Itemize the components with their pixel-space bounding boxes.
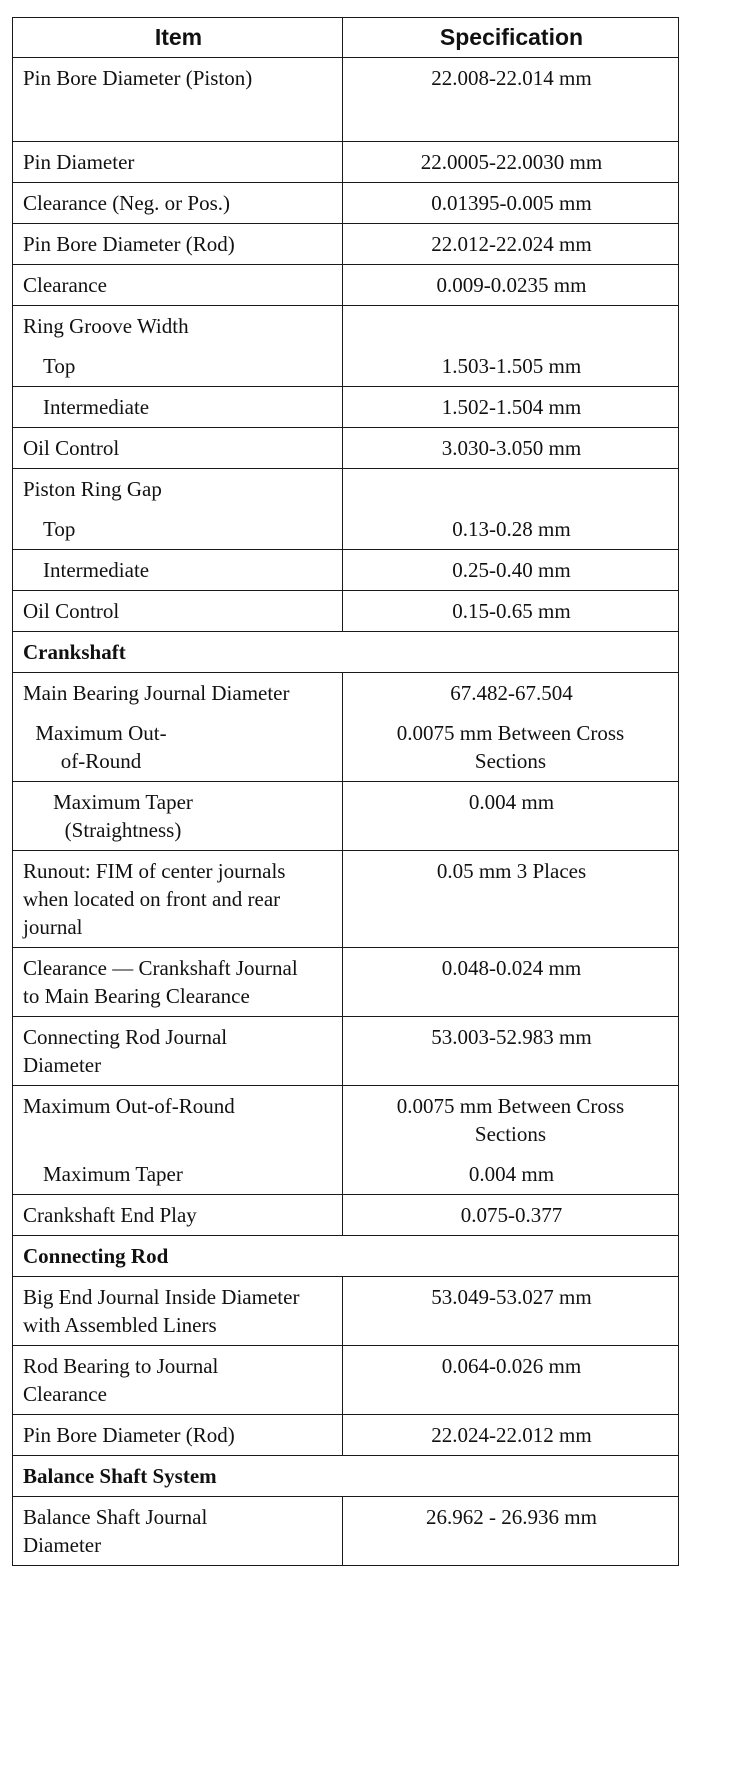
spec-cell: 0.13-0.28 mm <box>343 509 679 550</box>
table-row <box>13 58 679 142</box>
table-row <box>13 469 679 510</box>
item-cell: Clearance (Neg. or Pos.) <box>13 183 343 224</box>
table-row <box>13 550 679 591</box>
spec-cell: 0.004 mm <box>343 1154 679 1195</box>
table-row <box>13 1277 679 1346</box>
table-row <box>13 1086 679 1155</box>
spec-cell: 1.503-1.505 mm <box>343 346 679 387</box>
header-item: Item <box>13 18 343 58</box>
item-text: Maximum Out-of-Round <box>35 721 167 773</box>
spec-cell: 0.15-0.65 mm <box>343 591 679 632</box>
item-cell: Oil Control <box>13 428 343 469</box>
item-cell: Maximum Out-of-Round <box>13 1086 343 1155</box>
item-cell <box>13 782 343 851</box>
spec-cell: 0.048-0.024 mm <box>343 948 679 1017</box>
spec-cell: 0.064-0.026 mm <box>343 1346 679 1415</box>
table-row <box>13 1154 679 1195</box>
table-row <box>13 591 679 632</box>
item-text: Maximum Taper (Straightness) <box>53 790 193 842</box>
table-row <box>13 509 679 550</box>
spec-cell: 26.962 - 26.936 mm <box>343 1497 679 1566</box>
spec-cell: 0.0075 mm Between Cross Sections <box>343 713 679 782</box>
table-row <box>13 346 679 387</box>
spec-cell: 22.012-22.024 mm <box>343 224 679 265</box>
item-cell: Pin Bore Diameter (Piston) <box>13 58 343 142</box>
spec-cell: 22.008-22.014 mm <box>343 58 679 142</box>
item-cell: Clearance — Crankshaft Journal to Main Bearing Clearance <box>13 948 343 1017</box>
table-row <box>13 948 679 1017</box>
item-cell: Ring Groove Width <box>13 306 343 347</box>
item-cell: Top <box>13 509 343 550</box>
item-cell: Pin Diameter <box>13 142 343 183</box>
header-specification: Specification <box>343 18 679 58</box>
table-row <box>13 1497 679 1566</box>
item-cell: Crankshaft End Play <box>13 1195 343 1236</box>
table-row <box>13 265 679 306</box>
table-row <box>13 713 679 782</box>
spec-cell: 67.482-67.504 <box>343 673 679 714</box>
spec-cell: 0.004 mm <box>343 782 679 851</box>
table-row <box>13 306 679 347</box>
item-cell: Piston Ring Gap <box>13 469 343 510</box>
table-row <box>13 673 679 714</box>
table-row <box>13 387 679 428</box>
section-heading: Crankshaft <box>13 632 679 673</box>
specification-table <box>12 17 679 1566</box>
spec-cell: 1.502-1.504 mm <box>343 387 679 428</box>
spec-cell: 0.075-0.377 <box>343 1195 679 1236</box>
section-row <box>13 1456 679 1497</box>
item-cell: Top <box>13 346 343 387</box>
table-row <box>13 428 679 469</box>
table-row <box>13 851 679 948</box>
section-row <box>13 632 679 673</box>
table-row <box>13 1017 679 1086</box>
item-cell: Pin Bore Diameter (Rod) <box>13 1415 343 1456</box>
spec-cell: 53.003-52.983 mm <box>343 1017 679 1086</box>
section-row <box>13 1236 679 1277</box>
item-cell: Intermediate <box>13 387 343 428</box>
spec-cell <box>343 306 679 347</box>
spec-cell <box>343 469 679 510</box>
item-cell: Main Bearing Journal Diameter <box>13 673 343 714</box>
item-cell: Maximum Taper <box>13 1154 343 1195</box>
spec-cell: 53.049-53.027 mm <box>343 1277 679 1346</box>
section-heading: Balance Shaft System <box>13 1456 679 1497</box>
spec-cell: 22.024-22.012 mm <box>343 1415 679 1456</box>
table-row <box>13 224 679 265</box>
item-cell: Big End Journal Inside Diameter with Assembled Liners <box>13 1277 343 1346</box>
table-row <box>13 782 679 851</box>
spec-cell: 22.0005-22.0030 mm <box>343 142 679 183</box>
item-cell: Balance Shaft Journal Diameter <box>13 1497 343 1566</box>
item-cell: Clearance <box>13 265 343 306</box>
item-cell <box>13 713 343 782</box>
section-heading: Connecting Rod <box>13 1236 679 1277</box>
header-row <box>13 18 679 58</box>
spec-cell: 0.01395-0.005 mm <box>343 183 679 224</box>
item-cell: Runout: FIM of center journals when located on front and rear journal <box>13 851 343 948</box>
spec-cell: 3.030-3.050 mm <box>343 428 679 469</box>
spec-cell: 0.05 mm 3 Places <box>343 851 679 948</box>
item-cell: Pin Bore Diameter (Rod) <box>13 224 343 265</box>
table-row <box>13 1195 679 1236</box>
item-cell: Rod Bearing to Journal Clearance <box>13 1346 343 1415</box>
spec-cell: 0.25-0.40 mm <box>343 550 679 591</box>
table-row <box>13 1346 679 1415</box>
item-cell: Intermediate <box>13 550 343 591</box>
item-cell: Connecting Rod Journal Diameter <box>13 1017 343 1086</box>
spec-cell: 0.0075 mm Between Cross Sections <box>343 1086 679 1155</box>
table-row <box>13 142 679 183</box>
spec-cell: 0.009-0.0235 mm <box>343 265 679 306</box>
item-cell: Oil Control <box>13 591 343 632</box>
table-row <box>13 183 679 224</box>
table-row <box>13 1415 679 1456</box>
